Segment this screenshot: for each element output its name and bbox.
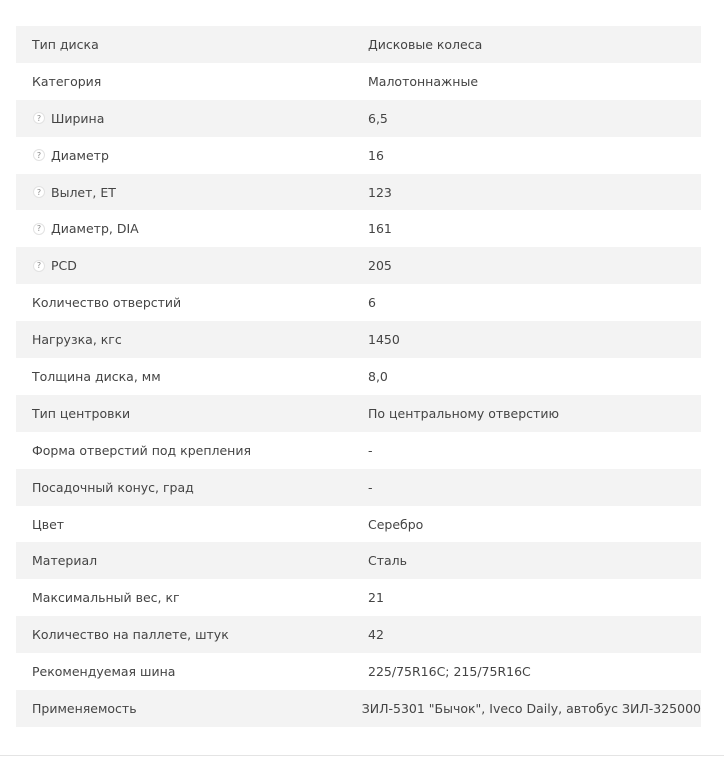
divider	[0, 755, 724, 756]
specifications-table	[16, 26, 701, 727]
spec-label	[16, 369, 368, 384]
spec-row-material	[16, 542, 701, 579]
spec-label-text: Нагрузка, кгс	[32, 332, 122, 348]
spec-label	[16, 480, 368, 495]
spec-value: 123	[368, 184, 392, 200]
spec-value: Малотоннажные	[368, 73, 479, 89]
question-circle-icon[interactable]: ?	[33, 186, 45, 198]
question-circle-icon[interactable]: ?	[33, 260, 45, 272]
spec-label-text: Вылет, ET	[51, 184, 116, 200]
spec-label	[16, 295, 368, 310]
spec-label-text: Количество на паллете, штук	[32, 627, 229, 643]
question-circle-icon[interactable]: ?	[33, 112, 45, 124]
spec-row-centering	[16, 395, 701, 432]
spec-row-applicability	[16, 690, 701, 727]
spec-value: 16	[368, 147, 384, 163]
question-circle-icon[interactable]: ?	[33, 149, 45, 161]
spec-row-pcd	[16, 247, 701, 284]
spec-value: 205	[368, 258, 392, 274]
spec-label	[16, 332, 368, 347]
spec-label-text: Категория	[32, 73, 102, 89]
spec-label	[16, 185, 368, 200]
spec-row-diameter	[16, 137, 701, 174]
spec-row-max-weight	[16, 579, 701, 616]
spec-value: 21	[368, 590, 384, 606]
spec-label	[16, 553, 368, 568]
spec-value: 161	[368, 221, 392, 237]
spec-label-text: Толщина диска, мм	[32, 368, 161, 384]
spec-label-text: Материал	[32, 553, 98, 569]
spec-label	[16, 406, 368, 421]
spec-label	[16, 590, 368, 605]
spec-value: 1450	[368, 332, 400, 348]
spec-label-text: Тип диска	[32, 36, 99, 52]
spec-label	[16, 111, 368, 126]
spec-label-text: Количество отверстий	[32, 295, 182, 311]
spec-row-seat-cone	[16, 469, 701, 506]
spec-label-text: Применяемость	[32, 700, 137, 716]
spec-value: 225/75R16C; 215/75R16C	[368, 664, 531, 680]
spec-row-thickness	[16, 358, 701, 395]
spec-row-category	[16, 63, 701, 100]
spec-label-text: PCD	[51, 258, 77, 274]
spec-row-color	[16, 506, 701, 543]
spec-label-text: Ширина	[51, 110, 105, 126]
spec-label-text: Диаметр, DIA	[51, 221, 139, 237]
spec-label-text: Рекомендуемая шина	[32, 664, 176, 680]
spec-value: -	[368, 442, 373, 458]
spec-row-disk-type	[16, 26, 701, 63]
spec-label	[16, 443, 368, 458]
spec-label	[16, 148, 368, 163]
spec-label	[16, 627, 368, 642]
spec-value: ЗИЛ-5301 "Бычок", Iveco Daily, автобус ЗИЛ-325000	[361, 700, 701, 716]
spec-label	[16, 74, 368, 89]
question-circle-icon[interactable]: ?	[33, 223, 45, 235]
spec-label-text: Цвет	[32, 516, 65, 532]
spec-value: По центральному отверстию	[368, 405, 559, 421]
spec-label-text: Диаметр	[51, 147, 109, 163]
spec-label	[16, 258, 368, 273]
spec-row-pallet-qty	[16, 616, 701, 653]
spec-value: 42	[368, 627, 384, 643]
spec-label	[16, 517, 368, 532]
spec-label	[16, 664, 368, 679]
spec-value: Сталь	[368, 553, 408, 569]
spec-row-load	[16, 321, 701, 358]
spec-label-text: Максимальный вес, кг	[32, 590, 180, 606]
spec-value: 8,0	[368, 368, 388, 384]
spec-value: 6	[368, 295, 376, 311]
spec-row-recommended-tire	[16, 653, 701, 690]
spec-label	[16, 701, 362, 716]
spec-row-width	[16, 100, 701, 137]
spec-row-dia	[16, 210, 701, 247]
spec-label	[16, 37, 368, 52]
spec-label-text: Посадочный конус, град	[32, 479, 194, 495]
spec-label-text: Тип центровки	[32, 405, 131, 421]
spec-value: 6,5	[368, 110, 388, 126]
spec-row-hole-shape	[16, 432, 701, 469]
spec-row-holes-count	[16, 284, 701, 321]
spec-label	[16, 221, 368, 236]
spec-row-offset	[16, 174, 701, 211]
spec-value: Серебро	[368, 516, 424, 532]
spec-value: -	[368, 479, 373, 495]
spec-label-text: Форма отверстий под крепления	[32, 442, 251, 458]
spec-value: Дисковые колеса	[368, 36, 483, 52]
